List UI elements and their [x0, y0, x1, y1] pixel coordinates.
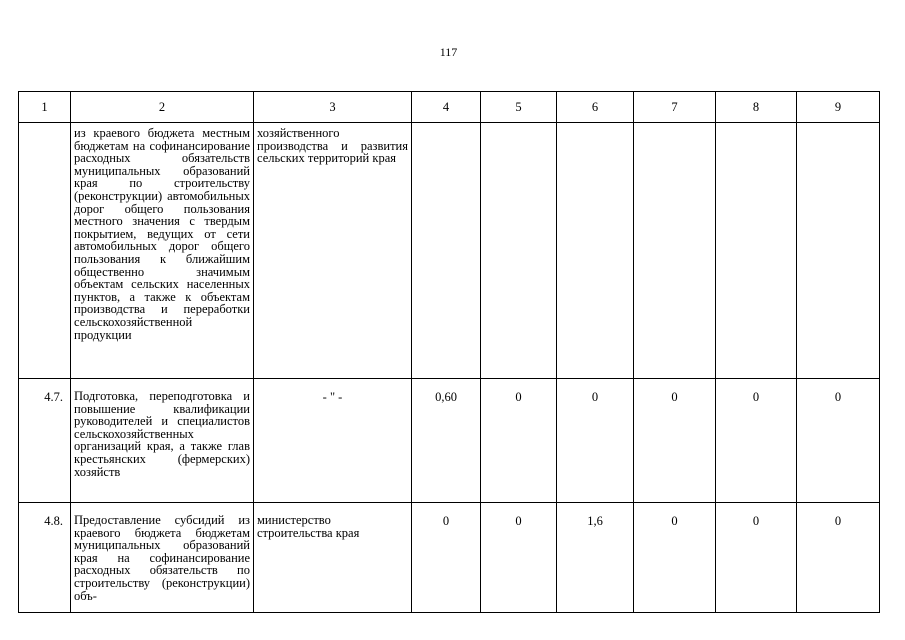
header-cell-9: 9: [797, 92, 880, 123]
row-number: [19, 123, 71, 379]
header-cell-7: 7: [634, 92, 716, 123]
table-row: [19, 379, 880, 503]
value-col-6: 1,6: [557, 503, 634, 613]
value-col-7: [634, 123, 716, 379]
value-col-9: 0: [797, 503, 880, 613]
table-row: [19, 123, 880, 379]
program-table: [18, 91, 880, 613]
header-cell-2: 2: [71, 92, 254, 123]
value-col-8: [716, 123, 797, 379]
value-col-9: [797, 123, 880, 379]
value-col-8: 0: [716, 379, 797, 503]
header-cell-3: 3: [254, 92, 412, 123]
value-col-7: 0: [634, 503, 716, 613]
executor: - " -: [254, 379, 412, 503]
value-col-6: [557, 123, 634, 379]
header-cell-8: 8: [716, 92, 797, 123]
value-col-7: 0: [634, 379, 716, 503]
value-col-9: 0: [797, 379, 880, 503]
header-cell-6: 6: [557, 92, 634, 123]
measure-name: из краевого бюджета местным бюджетам на софинансирование расходных обязательств муниципальных образований края по строительству (реконструкции) автомобильных дорог общего пользования местного значения с твердым покрытием, ведущих от сети автомобильных дорог общего пользования к ближайшим общественно значимым объектам сельских населенных пунктов, а также к объектам производства и переработки сельскохозяйственной продукции: [71, 123, 254, 379]
page-number: 117: [439, 45, 458, 59]
table-row: [19, 503, 880, 613]
value-col-6: 0: [557, 379, 634, 503]
value-col-5: 0: [481, 379, 557, 503]
header-cell-4: 4: [412, 92, 481, 123]
value-col-4: 0,60: [412, 379, 481, 503]
value-col-8: 0: [716, 503, 797, 613]
row-number: 4.8.: [19, 503, 71, 613]
value-col-4: 0: [412, 503, 481, 613]
measure-name: Подготовка, переподготовка и повышение квалификации руководителей и специалистов сельскохозяйственных организаций края, а также глав крестьянских (фермерских) хозяйств: [71, 379, 254, 503]
header-row: [19, 92, 880, 123]
header-cell-5: 5: [481, 92, 557, 123]
measure-name: Предоставление субсидий из краевого бюджета бюджетам муниципальных образований края на софинансирование расходных обязательств по строительству (реконструкции) объ-: [71, 503, 254, 613]
value-col-5: [481, 123, 557, 379]
header-cell-1: 1: [19, 92, 71, 123]
value-col-4: [412, 123, 481, 379]
executor: министерство строительства края: [254, 503, 412, 613]
row-number: 4.7.: [19, 379, 71, 503]
value-col-5: 0: [481, 503, 557, 613]
executor: хозяйственного производства и развития сельских территорий края: [254, 123, 412, 379]
